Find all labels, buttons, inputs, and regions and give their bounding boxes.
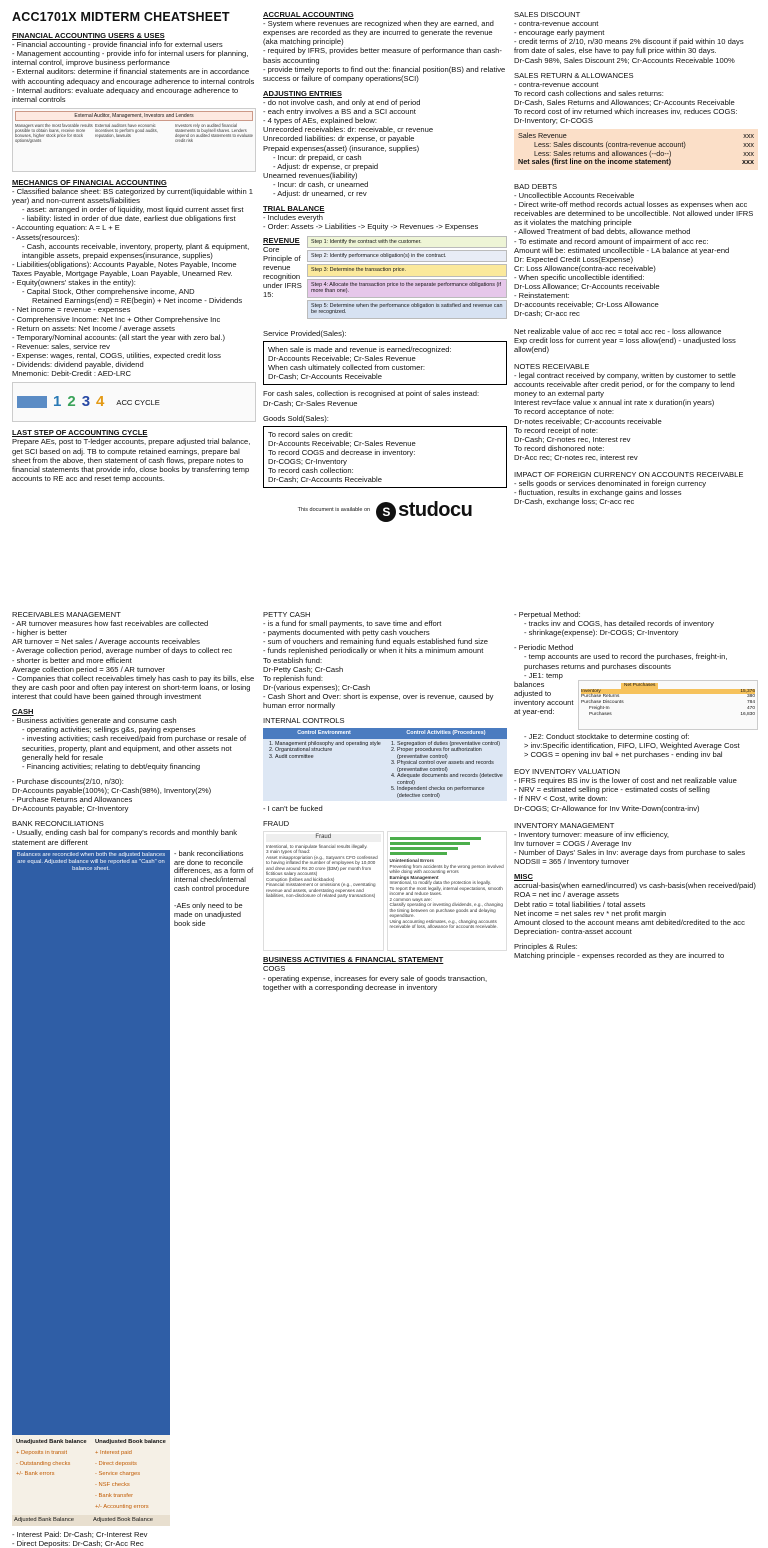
cycle-step-number: 2 (67, 393, 76, 411)
text-line: 3 main types of fraud: (266, 849, 311, 855)
table-row (581, 712, 755, 718)
text-line: - Equity(owners' stakes in the entity): (12, 278, 136, 288)
text-line: - Companies that collect receivables timely has cash to pay its bills, else they are cash poor and often pay interest on short-term loans, or losing interest that could have been gained through investment (12, 673, 255, 701)
row-label: Less: Sales discounts (contra-revenue account) (534, 139, 686, 149)
text-line: - External auditors: determine if financial statements are in accordance with accounting adequacy and encourage adherence to internal controls (12, 67, 255, 86)
fraud-bar-graphic (390, 837, 505, 855)
text-line: Unrecorded liabilities: dr expense, cr payable (263, 134, 415, 144)
list-item: 1. Segregation of duties (preventative control) (397, 741, 505, 747)
text-line: - do not involve cash, and only at end of period (263, 97, 421, 107)
diagram-column: External auditors have economic incentives to perform good audits, reputation, lawsuits (95, 122, 158, 138)
text-line: - Temporary/Nominal accounts: (all start the year with zero bal.) (12, 332, 225, 342)
goods-entries-box (263, 426, 507, 489)
text-line: To report the most legally, internal expectations, smooth income and reduce taxes. (389, 885, 503, 897)
text-line: - Interest Paid: Dr-Cash; Cr-Interest Rev (12, 1530, 148, 1540)
section-heading: IMPACT OF FOREIGN CURRENCY ON ACCOUNTS RECEIVABLE (514, 470, 744, 480)
periodic-adjustment (514, 680, 758, 730)
text-line: - AR turnover measures how fast receivables are collected (12, 619, 209, 629)
control-activities-list (385, 739, 507, 801)
book-side-heading: Unadjusted Book balance (95, 1438, 166, 1445)
text-line: - Average collection period, average number of days to collect rec (12, 646, 233, 656)
text-line: Exp credit loss for current year = loss allow(end) - unadjusted loss allow(end) (514, 335, 736, 354)
text-line: Dr-Cash, exchange loss; Cr-acc rec (514, 497, 635, 507)
column-header: Control Environment (263, 728, 385, 738)
text-line: - Direct write-off method records actual losses as expenses when acc receivables are determined to be uncollectible. Not allowed under IFRS as it violates the matching principle (514, 200, 754, 228)
row-value: 380 (746, 694, 755, 700)
column-4 (12, 610, 256, 1548)
text-line: Classify operating or investing dividends, e.g., changing the timing between on purchase goods and delaying expenditure. (389, 902, 503, 919)
section-heading: CASH (12, 707, 34, 717)
row-value: 784 (746, 700, 755, 706)
list-item: - Outstanding checks (16, 1460, 71, 1467)
text-line: - Incur: dr cash, cr unearned (273, 179, 369, 189)
text-line: - Adjust: dr expense, cr prepaid (273, 161, 379, 171)
row-value: xxx (743, 139, 754, 149)
text-line: Debt ratio = total liabilities / total assets (514, 899, 646, 909)
studocu-logo-text: studocu (398, 499, 473, 522)
text-line: - If NRV < Cost, write down: (514, 794, 608, 804)
section-heading: PETTY CASH (263, 610, 311, 619)
text-line: - System where revenues are recognized when they are earned, and expenses are recorded as they are incurred to generate the revenue (aka matching principle) (263, 19, 494, 47)
section-heading: BUSINESS ACTIVITIES & FINANCIAL STATEMENT (263, 955, 444, 965)
text-line: Dr-Loss Allowance; Cr-Accounts receivable (514, 282, 660, 292)
diagram-column: Managers want the most favorable results possible to obtain loans, receive more bonuses, higher stock price for stock options/grants (15, 122, 93, 143)
text-line: To record dishonored note: (514, 443, 605, 453)
text-line: Interest rev=face value x annual int rate x duration(in years) (514, 398, 715, 408)
text-line: Retained Earnings(end) = RE(begin) + Net income - Dividends (32, 296, 243, 306)
revenue-step: Step 3: Determine the transaction price. (307, 264, 507, 276)
text-line: Dr-(various expenses); Cr-Cash (263, 682, 371, 692)
text-line: - To estimate and record amount of impairment of acc rec: (514, 236, 709, 246)
section-heading: MISC (514, 872, 533, 882)
text-line: AR turnover = Net sales / Average accounts receivables (12, 637, 200, 647)
text-line: Mnemonic: Debit-Credit : AED-LRC (12, 369, 132, 379)
section-heading: SALES RETURN & ALLOWANCES (514, 70, 634, 80)
section-heading: INVENTORY MANAGEMENT (514, 820, 615, 830)
section-heading: NOTES RECEIVABLE (514, 361, 590, 371)
text-line: > COGS = opening inv bal + net purchases - ending inv bal (524, 749, 723, 759)
text-line: Dr-Cash; Cr-Accounts Receivable (268, 475, 382, 485)
text-line: Intentional, to modify data the protection is legally. (389, 880, 492, 886)
column-6 (514, 610, 758, 1024)
book-side (91, 1435, 170, 1516)
text-line: - 4 types of AEs, explained below: (263, 116, 377, 126)
list-item: + Interest paid (95, 1449, 132, 1456)
control-environment-list (263, 739, 385, 801)
page-title: ACC1701X MIDTERM CHEATSHEET (12, 10, 230, 24)
text-line: To record acceptance of note: (514, 407, 615, 417)
row-label: Purchase Returns (581, 694, 620, 700)
text-line: - funds replenished periodically or when it hits a minimum amount (263, 646, 484, 656)
text-line: Dr-COGS; Cr-Inventory (268, 457, 347, 467)
reconciliation-note: Balances are reconciled when both the adjusted balances are equal. Adjusted balance will be reported as "Cash" on balance sheet. (12, 850, 170, 1435)
text-line: - Management accounting - provide info for internal users for planning, internal control, improve business performance (12, 49, 249, 68)
text-line: Matching principle - expenses recorded as they are incurred to (514, 951, 725, 961)
bar (390, 842, 470, 845)
reconciliation-table (12, 850, 170, 1527)
row-value: xxx (742, 157, 754, 167)
revenue-steps (263, 236, 507, 319)
list-item: - Service charges (95, 1471, 141, 1478)
text-line: To establish fund: (263, 655, 323, 665)
text-line: Unrecorded receivables: dr: receivable, cr revenue (263, 125, 434, 135)
text-line: - payments documented with petty cash vouchers (263, 628, 430, 638)
text-line: - shrinkage(expense): Dr-COGS; Cr-Inventory (524, 628, 679, 638)
list-item: 3. Audit committee (275, 754, 383, 760)
text-line: When cash ultimately collected from customer: (268, 363, 425, 373)
row-label: Net sales (first line on the income statement) (518, 157, 671, 167)
text-line: Dr-Inventory; Cr-COGS (514, 116, 593, 126)
section-heading: FINANCIAL ACCOUNTING USERS & USES (12, 31, 165, 40)
list-item: - NSF checks (95, 1482, 130, 1489)
text-line: - Return on assets: Net Income / average assets (12, 323, 175, 333)
auditor-diagram-image (12, 108, 256, 172)
section-heading: BAD DEBTS (514, 181, 558, 191)
revenue-label (263, 236, 303, 319)
column-2 (263, 10, 507, 580)
bar (390, 847, 459, 850)
text-line: - Order: Assets -> Liabilities -> Equity -> Revenues -> Expenses (263, 222, 479, 232)
text-line: - credit terms of 2/10, n/30 means 2% discount if paid within 10 days from date of sales, else have to pay full price within 30 days. (514, 37, 744, 56)
text-line: Net income = net sales rev * net profit margin (514, 908, 667, 918)
list-item: 2. Organizational structure (275, 747, 383, 753)
section-heading: EOY INVENTORY VALUATION (514, 767, 620, 777)
text-line: - Uncollectible Accounts Receivable (514, 190, 635, 200)
text-line: - sells goods or services denominated in foreign currency (514, 479, 707, 489)
cycle-block (17, 396, 47, 408)
text-line: - Dividends: dividend payable, dividend (12, 360, 144, 370)
text-line: - Purchase discounts(2/10, n/30): (12, 776, 124, 786)
text-line: - operating activities; sellings g&s, paying expenses (22, 725, 196, 735)
text-line: - liability: listed in order of due date, earliest due obligations first (22, 214, 236, 224)
text-line: To record cash collection: (268, 466, 354, 476)
text-line: Cr: Loss Allowance(contra-acc receivable) (514, 263, 656, 273)
page-top-half (0, 0, 768, 585)
list-item: 5. Independent checks on performance (detective control) (397, 786, 505, 799)
page-bottom-half (0, 600, 768, 1548)
list-item: - Direct deposits (95, 1460, 137, 1467)
section-heading: BANK RECONCILIATIONS (12, 819, 104, 829)
text-line: Dr-Acc rec; Cr-notes rec, interest rev (514, 452, 638, 462)
row-label: Less: Sales returns and allowances (--do--) (534, 148, 672, 158)
text-line: - legal contract received by company, written by customer to settle accounts receivable after credit period, or for the company to lend money to an external party (514, 370, 736, 399)
section-heading: LAST STEP OF ACCOUNTING CYCLE (12, 428, 148, 438)
text-line: > inv:Specific identification, FIFO, LIFO, Weighted Average Cost (524, 740, 740, 750)
revenue-label-bold: REVENUE (263, 235, 300, 245)
text-line: - When specific uncollectible identified: (514, 272, 645, 282)
text-line: - asset: arranged in order of liquidity, most liquid current asset first (22, 205, 244, 215)
text-line: - Assets(resources): (12, 232, 80, 242)
text-line: - IFRS requires BS inv is the lower of cost and net realizable value (514, 776, 737, 786)
text-line: - Internal auditors: evaluate adequacy and encourage adherence to internal controls (12, 85, 239, 104)
row-value: xxx (743, 131, 754, 141)
text-line: When sale is made and revenue is earned/recognized: (268, 345, 452, 355)
fraud-diagram-image (263, 831, 507, 951)
net-purchases-tag: Net Purchases (621, 683, 658, 689)
text-line: - required by IFRS, provides better measure of performance than cash-basis accounting (263, 46, 502, 65)
text-line: - Classified balance sheet: BS categorized by current(liquidable within 1 year) and non-current assets/liabilities (12, 186, 254, 206)
text-line: To replenish fund: (263, 673, 323, 683)
text-line: - operating expense, increases for every sale of goods transaction, together with a corresponding decrease in inventory (263, 973, 488, 992)
section-heading: MECHANICS OF FINANCIAL ACCOUNTING (12, 177, 167, 187)
text-line: - Accounting equation: A = L + E (12, 223, 120, 233)
text-line: Unintentional Errors (389, 858, 434, 864)
revenue-step-list (307, 236, 507, 319)
text-line: To record COGS and decrease in inventory: (268, 448, 416, 457)
list-item: - Bank transfer (95, 1493, 134, 1500)
list-item: +/- Bank errors (16, 1471, 55, 1478)
text-line: - temp accounts are used to record the purchases, freight-in, purchases returns and purchases discounts (524, 652, 728, 671)
row-label: Purchase Discounts (581, 700, 624, 706)
text-line: - provide timely reports to find out the: financial position(BS) and relative success or failure of company operations(SCI) (263, 64, 506, 83)
text-line: Dr-Accounts Receivable; Cr-Sales Revenue (268, 354, 416, 364)
text-line: 2 common ways are: (389, 896, 432, 902)
text-line: Prepare AEs, post to T-ledger accounts, prepare adjusted trial balance, get SCI based on adj. TB to compute retained earnings, prepare bal sheet from the above, then statement of cash flows, prepare notes to financial statements that provide info, close books by transferring temp accounts to RE acc and reset temp accounts. (12, 437, 251, 483)
row-label: Purchases (589, 711, 612, 717)
section-heading: ACCRUAL ACCOUNTING (263, 10, 354, 19)
text-line: -AEs only need to be made on unadjusted book side (174, 901, 243, 928)
text-line: - higher is better (12, 628, 67, 638)
text-line: Corruption (bribes and kickbacks) (266, 876, 335, 882)
list-item: + Deposits in transit (16, 1449, 68, 1456)
text-line: - contra-revenue account (514, 79, 599, 89)
text-line: Dr-Cash; Cr-Sales Revenue (263, 398, 358, 408)
text-line: accrual-basis(when earned/incurred) vs cash-basis(when received/paid) (514, 881, 756, 891)
text-line: - Net income = revenue - expenses (12, 305, 131, 315)
text-line: Dr-Cash; Cr-Accounts Receivable (268, 372, 382, 382)
text-line: - Allowed Treatment of bad debts, allowance method (514, 227, 691, 237)
text-line: - each entry involves a BS and a SCI account (263, 107, 416, 117)
list-item: 3. Physical control over assets and records (preventative control) (397, 760, 505, 773)
text-line: Preventing from accidents by the wrong person involved while doing with accounting errors (389, 863, 504, 875)
row-value: 15,376 (740, 688, 755, 694)
text-line: Dr-Accounts Receivable; Cr-Sales Revenue (268, 438, 416, 448)
text-line: ROA = net inc / average assets (514, 890, 619, 900)
diagram-header: External Auditor, Management, Investors and Lenders (15, 111, 253, 121)
text-line: - tracks inv and COGS, has detailed records of inventory (524, 619, 714, 629)
inventory-ledger-image (578, 680, 758, 730)
section-heading: FRAUD (263, 819, 290, 829)
section-heading: RECEIVABLES MANAGEMENT (12, 610, 121, 619)
section-heading: TRIAL BALANCE (263, 204, 325, 214)
text-line: - contra-revenue account (514, 19, 599, 29)
text-line: - is a fund for small payments, to save time and effort (263, 619, 442, 629)
text-line: Principles & Rules: (514, 941, 578, 951)
bank-reconciliation (12, 850, 256, 1527)
text-line: - Cash, accounts receivable, inventory, property, plant & equipment, intangible assets, prepaid expenses(insurance, supplies) (22, 241, 250, 260)
column-header: Control Activities (Procedures) (385, 728, 507, 738)
studocu-mark-icon: S (376, 502, 396, 522)
text-line: - Periodic Method (514, 643, 574, 653)
list-item: 2. Proper procedures for authorization (preventative control) (397, 747, 505, 760)
text-line: - Cash Short and Over: short is expense, over is revenue, caused by human error normally (263, 691, 494, 711)
row-label: Freight-In (589, 705, 610, 711)
acc-cycle-label: ACC CYCLE (116, 397, 160, 407)
text-line: - Liabilities(obligations): Accounts Payable, Notes Payable, Income Taxes Payable, Mortgage Payable, Loan Payable, Unearned Rev. (12, 259, 237, 278)
text-line: - Expense: wages, rental, COGS, utilities, expected credit loss (12, 350, 221, 360)
text-line: - Perpetual Method: (514, 610, 581, 619)
text-line: To record receipt of note: (514, 425, 598, 435)
row-value: 470 (746, 705, 755, 711)
net-sales-table (514, 129, 758, 170)
text-line: Dr-cash; Cr-acc rec (514, 309, 580, 319)
text-line: - NRV = estimated selling price - estimated costs of selling (514, 785, 710, 795)
text-line: Dr-COGS; Cr-Allowance for Inv Write-Down(contra-inv) (514, 803, 700, 813)
text-line: - Business activities generate and consume cash (12, 716, 177, 726)
studocu-logo (376, 498, 472, 522)
text-line: - Financing activities; relating to debt/equity financing (22, 761, 201, 771)
adjusted-book-balance: Adjusted Book Balance (93, 1517, 153, 1524)
row-label: Sales Revenue (518, 131, 567, 141)
bank-side (12, 1435, 91, 1516)
text-line: - bank reconciliations are done to reconcile differences, as a form of internal check/internal cash control procedure (174, 848, 254, 894)
cycle-step-number: 4 (96, 393, 105, 411)
text-line: - investing activities; cash received/paid from purchase or resale of securities, property, plant and equipment, and other assets not generally held for resale (22, 734, 247, 762)
service-entries-box (263, 341, 507, 385)
column-1 (12, 10, 256, 580)
revenue-step: Step 2: Identify performance obligation(s) in the contract. (307, 250, 507, 262)
accounting-cycle-image (12, 382, 256, 422)
text-line: Dr-accounts receivable; Cr-Loss Allowance (514, 300, 659, 310)
text-line: For cash sales, collection is recognised at point of sales instead: (263, 389, 480, 399)
list-item: +/- Accounting errors (95, 1504, 149, 1511)
fraud-panel-left (263, 831, 384, 951)
section-heading: ADJUSTING ENTRIES (263, 88, 342, 98)
text-line: To record cost of inv returned which increases inv, reduces COGS: (514, 107, 738, 117)
revenue-step: Step 4: Allocate the transaction price to the separate performance obligations (if more than one). (307, 279, 507, 298)
text-line: - Number of Days' Sales in Inv: average days from purchase to sales (514, 847, 746, 857)
text-line: - Usually, ending cash bal for company's records and monthly bank statement are different (12, 828, 238, 847)
text-line: - encourage early payment (514, 28, 605, 38)
text-line: Amount will be: estimated uncollectible - LA balance at year-end (514, 245, 730, 255)
text-line: Average collection period = 365 / AR turnover (12, 664, 165, 674)
text-line: Dr-Petty Cash; Cr-Cash (263, 664, 344, 674)
text-line: Dr-Cash 98%, Sales Discount 2%; Cr-Accounts Receivable 100% (514, 55, 735, 65)
row-value: xxx (743, 148, 754, 158)
text-line: Earnings Management (389, 874, 439, 880)
bank-side-heading: Unadjusted Bank balance (16, 1438, 87, 1445)
fraud-panel-title: Fraud (266, 834, 381, 841)
text-line: To record cash collections and sales returns: (514, 88, 664, 98)
text-line: - Financial accounting - provide financial info for external users (12, 40, 223, 50)
row-label: Inventory (581, 688, 601, 694)
text-line: - JE1: temp (524, 670, 563, 680)
text-line: Asset misappropriation (e.g., Satyam's CFO confessed to having inflated the number of employees by 10,000 and drew around Rs 20 crore ($3M) per month from fictitious salary accounts) (266, 854, 378, 877)
section-heading: SALES DISCOUNT (514, 10, 581, 19)
text-line: Dr-Accounts payable; Cr-Inventory (12, 804, 129, 814)
text-line: - I can't be fucked (263, 804, 323, 814)
text-line: Service Provided(Sales): (263, 328, 347, 338)
text-line: - Inventory turnover: measure of inv efficiency, (514, 829, 670, 839)
text-line: Amount closed to the account means amt debited/credited to the acc (514, 917, 745, 927)
text-line: COGS (263, 964, 286, 974)
text-line: Depreciation- contra-asset account (514, 926, 632, 936)
list-item: 4. Adequate documents and records (detective control) (397, 773, 505, 786)
text-line: Dr: Expected Credit Loss(Expense) (514, 254, 634, 264)
text-line: Dr-Cash; Cr-notes rec, Interest rev (514, 434, 631, 444)
text-line: - shorter is better and more efficient (12, 655, 132, 665)
list-item: 1. Management philosophy and operating style (275, 741, 383, 747)
reconciliation-notes (174, 850, 256, 1527)
internal-controls-table (263, 728, 507, 801)
row-value: 16,830 (740, 711, 755, 717)
bar (390, 837, 482, 840)
section-heading: INTERNAL CONTROLS (263, 716, 345, 726)
text-line: To record sales on credit: (268, 429, 353, 439)
text-line: - fluctuation, results in exchange gains and losses (514, 488, 682, 498)
text-line: Intentional, to manipulate financial results illegally. (266, 843, 368, 849)
studocu-banner[interactable] (263, 498, 507, 522)
text-line: balances adjusted to inventory account at year-end: (514, 679, 574, 717)
revenue-step: Step 1: Identify the contract with the customer. (307, 236, 507, 248)
text-line: - Adjust: dr unearned, cr rev (273, 189, 367, 199)
table-row (518, 158, 754, 167)
column-5 (263, 610, 507, 1024)
text-line: - JE2: Conduct stocktake to determine costing of: (524, 731, 690, 741)
text-line: Inv turnover = COGS / Average Inv (514, 838, 632, 848)
text-line: - sum of vouchers and remaining fund equals established fund size (263, 637, 488, 647)
text-line: Prepaid expenses(asset) (insurance, supplies) (263, 143, 420, 153)
text-line: - Purchase Returns and Allowances (12, 795, 133, 805)
section-body (12, 40, 256, 104)
text-line: Financial misstatement or omissions (e.g., overstating revenue and assets, understating expenses and liabilities, non-disclosure of related party transactions) (266, 882, 376, 899)
text-line: - Revenue: sales, service rev (12, 341, 110, 351)
bar (390, 852, 447, 855)
text-line: - Incur: dr prepaid, cr cash (273, 152, 362, 162)
studocu-text: This document is available on (297, 507, 371, 514)
text-line: Dr-Accounts payable(100%); Cr-Cash(98%), Inventory(2%) (12, 785, 212, 795)
text-line: - Includes everyth (263, 213, 323, 223)
text-line: Unearned revenues(liability) (263, 170, 358, 180)
text-line: - Capital Stock, Other comprehensive income, AND (22, 287, 195, 297)
text-line: Dr-notes receivable; Cr-accounts receivable (514, 416, 662, 426)
text-line: - Direct Deposits: Dr-Cash; Cr-Acc Rec (12, 1539, 144, 1548)
text-line: Using accounting estimates, e.g., changing accounts receivable of loss, allowance for accounts receivable. (389, 918, 498, 930)
diagram-column: Investors rely on audited financial statements to buy/sell shares. Lenders depend on audited statements to evaluate credit risk (175, 122, 253, 143)
text-line: NODSII = 365 / Inventory turnover (514, 857, 630, 867)
fraud-panel-right (387, 831, 508, 951)
revenue-step: Step 5: Determine when the performance obligation is satisfied and revenue can be recognized. (307, 300, 507, 319)
revenue-label-text: Core Principle of revenue recognition under IFRS 15: (263, 244, 302, 300)
text-line: Goods Sold(Sales): (263, 413, 329, 423)
text-line: Dr-Cash, Sales Returns and Allowances; Cr-Accounts Receivable (514, 97, 735, 107)
cycle-step-number: 3 (81, 393, 91, 411)
cycle-step-number: 1 (53, 393, 62, 411)
text-line: - Reinstatement: (514, 291, 570, 301)
text-line: - Comprehensive Income: Net Inc + Other Comprehensive Inc (12, 314, 221, 324)
adjusted-bank-balance: Adjusted Bank Balance (14, 1517, 74, 1524)
column-3 (514, 10, 758, 580)
text-line: Net realizable value of acc rec = total acc rec - loss allowance (514, 326, 722, 336)
